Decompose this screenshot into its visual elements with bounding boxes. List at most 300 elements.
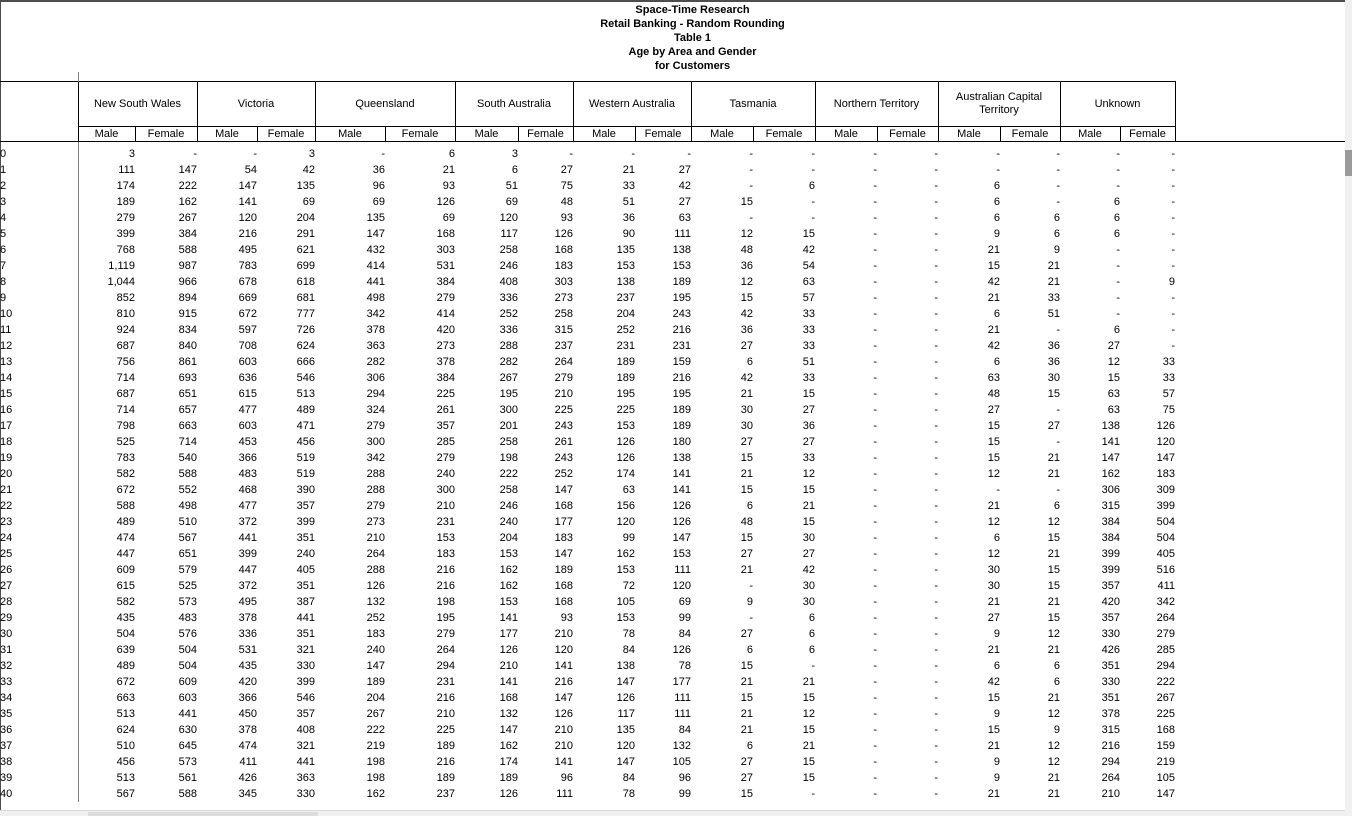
value-cell: 441 — [296, 756, 315, 768]
value-cell: 84 — [622, 772, 635, 784]
value-cell: - — [873, 324, 877, 336]
table-row — [0, 274, 1175, 290]
value-cell: - — [873, 660, 877, 672]
value-cell: 231 — [436, 516, 455, 528]
value-cell: 411 — [1157, 580, 1175, 592]
vertical-scrollbar-thumb[interactable] — [1345, 150, 1352, 176]
value-cell: 30 — [987, 580, 1000, 592]
value-cell: 474 — [116, 532, 135, 544]
value-cell: 477 — [238, 500, 257, 512]
value-cell: 21 — [802, 740, 815, 752]
value-cell: 42 — [987, 276, 1000, 288]
age-row-header: 20 — [0, 466, 78, 482]
value-cell: 21 — [987, 740, 1000, 752]
value-cell: 189 — [116, 196, 135, 208]
value-cell: 6 — [808, 180, 815, 192]
value-cell: 15 — [802, 516, 815, 528]
value-cell: - — [1116, 308, 1120, 320]
age-row-header: 22 — [0, 498, 78, 514]
title-line-2: Retail Banking - Random Rounding — [600, 18, 785, 30]
table-row — [0, 258, 1175, 274]
value-cell: 783 — [116, 452, 135, 464]
value-cell: - — [1056, 164, 1060, 176]
value-cell: 120 — [499, 212, 518, 224]
value-cell: 12 — [987, 548, 1000, 560]
value-cell: 441 — [366, 276, 385, 288]
value-cell: 51 — [622, 196, 635, 208]
value-cell: - — [934, 180, 938, 192]
value-cell: 120 — [554, 644, 573, 656]
value-cell: 36 — [740, 260, 753, 272]
value-cell: 411 — [239, 756, 257, 768]
value-cell: 21 — [987, 596, 1000, 608]
value-cell: 42 — [740, 372, 753, 384]
value-cell: 153 — [616, 612, 635, 624]
value-cell: 117 — [617, 708, 635, 720]
value-cell: 258 — [499, 436, 518, 448]
value-cell: 489 — [116, 660, 135, 672]
age-row-header: 17 — [0, 418, 78, 434]
value-cell: 84 — [678, 628, 691, 640]
value-cell: - — [934, 420, 938, 432]
value-cell: 3 — [308, 148, 315, 160]
value-cell: 12 — [1047, 516, 1060, 528]
value-cell: 54 — [802, 260, 815, 272]
value-cell: 726 — [296, 324, 315, 336]
value-cell: 345 — [238, 788, 257, 800]
value-cell: - — [811, 196, 815, 208]
value-cell: 183 — [554, 532, 573, 544]
value-cell: 147 — [616, 676, 635, 688]
table-row — [0, 674, 1175, 690]
value-cell: 120 — [672, 580, 691, 592]
value-cell: 267 — [1156, 692, 1175, 704]
value-cell: - — [934, 244, 938, 256]
value-cell: 576 — [178, 628, 197, 640]
value-cell: 126 — [499, 788, 518, 800]
value-cell: 21 — [1047, 452, 1060, 464]
gender-sub-header: Male — [938, 127, 1000, 142]
area-group-header: New South Wales — [78, 82, 197, 127]
value-cell: - — [873, 148, 877, 160]
value-cell: 147 — [1101, 452, 1120, 464]
age-row-header: 9 — [0, 290, 78, 306]
value-cell: 399 — [1156, 500, 1175, 512]
value-cell: 243 — [554, 452, 573, 464]
table-row — [0, 386, 1175, 402]
value-cell: 153 — [672, 260, 691, 272]
table-row — [0, 786, 1175, 802]
value-cell: - — [934, 532, 938, 544]
value-cell: 126 — [616, 436, 635, 448]
value-cell: 336 — [238, 628, 257, 640]
value-cell: 441 — [178, 708, 197, 720]
value-cell: 141 — [554, 756, 573, 768]
value-cell: - — [934, 228, 938, 240]
gender-sub-header: Male — [78, 127, 135, 142]
value-cell: 336 — [499, 324, 518, 336]
value-cell: 447 — [238, 564, 257, 576]
value-cell: 27 — [678, 196, 691, 208]
value-cell: 168 — [554, 500, 573, 512]
value-cell: 306 — [1101, 484, 1120, 496]
value-cell: 9 — [993, 708, 1000, 720]
value-cell: 21 — [740, 724, 753, 736]
value-cell: 42 — [802, 564, 815, 576]
value-cell: 378 — [1101, 708, 1120, 720]
value-cell: 147 — [238, 180, 257, 192]
value-cell: - — [873, 692, 877, 704]
value-cell: 210 — [499, 660, 518, 672]
value-cell: 435 — [116, 612, 135, 624]
value-cell: - — [934, 308, 938, 320]
value-cell: 99 — [622, 532, 635, 544]
value-cell: 147 — [616, 756, 635, 768]
value-cell: - — [1056, 404, 1060, 416]
value-cell: 12 — [1047, 756, 1060, 768]
value-cell: 183 — [366, 628, 385, 640]
value-cell: 138 — [616, 276, 635, 288]
value-cell: 447 — [116, 548, 135, 560]
value-cell: 351 — [1101, 692, 1120, 704]
value-cell: - — [1116, 292, 1120, 304]
value-cell: 240 — [436, 468, 455, 480]
value-cell: - — [934, 372, 938, 384]
age-row-header: 14 — [0, 370, 78, 386]
value-cell: 126 — [672, 516, 691, 528]
value-cell: 366 — [238, 452, 257, 464]
value-cell: 33 — [802, 372, 815, 384]
value-cell: 21 — [1047, 596, 1060, 608]
gender-sub-header: Female — [1000, 127, 1060, 142]
table-row — [0, 594, 1175, 610]
value-cell: 357 — [436, 420, 455, 432]
table-row — [0, 610, 1175, 626]
age-row-header: 40 — [0, 786, 78, 802]
area-group-header: Western Australia — [573, 82, 691, 127]
table-row — [0, 754, 1175, 770]
value-cell: 168 — [554, 244, 573, 256]
value-cell: 21 — [987, 244, 1000, 256]
value-cell: 153 — [616, 564, 635, 576]
value-cell: - — [811, 788, 815, 800]
value-cell: - — [811, 212, 815, 224]
table-row — [0, 498, 1175, 514]
header-underline-extension — [1175, 141, 1345, 142]
value-cell: 15 — [987, 436, 1000, 448]
value-cell: 483 — [238, 468, 257, 480]
value-cell: 15 — [740, 292, 753, 304]
value-cell: 27 — [1047, 420, 1060, 432]
value-cell: - — [934, 724, 938, 736]
value-cell: 51 — [1047, 308, 1060, 320]
table-row — [0, 450, 1175, 466]
age-row-header: 39 — [0, 770, 78, 786]
vertical-scrollbar[interactable] — [1345, 0, 1352, 816]
value-cell: 519 — [296, 452, 315, 464]
value-cell: - — [873, 340, 877, 352]
value-cell: 222 — [366, 724, 385, 736]
value-cell: 279 — [436, 452, 455, 464]
value-cell: 342 — [1156, 596, 1175, 608]
value-cell: 21 — [987, 644, 1000, 656]
value-cell: 21 — [1047, 548, 1060, 560]
value-cell: 15 — [740, 692, 753, 704]
value-cell: 21 — [442, 164, 455, 176]
table-row — [0, 226, 1175, 242]
value-cell: 120 — [616, 516, 635, 528]
value-cell: 126 — [436, 196, 455, 208]
value-cell: 36 — [372, 164, 385, 176]
value-cell: 147 — [366, 660, 385, 672]
value-cell: 63 — [987, 372, 1000, 384]
value-cell: 279 — [1156, 628, 1175, 640]
value-cell: 504 — [1156, 532, 1175, 544]
value-cell: 651 — [178, 548, 197, 560]
table-row — [0, 578, 1175, 594]
area-group-header: Queensland — [315, 82, 455, 127]
value-cell: 567 — [116, 788, 135, 800]
value-cell: 12 — [1047, 708, 1060, 720]
value-cell: 12 — [987, 516, 1000, 528]
age-row-header: 21 — [0, 482, 78, 498]
value-cell: 30 — [1047, 372, 1060, 384]
value-cell: - — [1171, 292, 1175, 304]
value-cell: 27 — [740, 756, 753, 768]
value-cell: - — [934, 692, 938, 704]
value-cell: 15 — [802, 756, 815, 768]
value-cell: - — [873, 676, 877, 688]
value-cell: - — [934, 772, 938, 784]
value-cell: 6 — [993, 532, 1000, 544]
age-row-header: 30 — [0, 626, 78, 642]
value-cell: 72 — [622, 580, 635, 592]
value-cell: 156 — [616, 500, 635, 512]
value-cell: 588 — [116, 500, 135, 512]
value-cell: 216 — [436, 564, 455, 576]
horizontal-scrollbar-thumb[interactable] — [88, 812, 318, 816]
value-cell: 15 — [1047, 532, 1060, 544]
value-cell: 42 — [987, 340, 1000, 352]
value-cell: - — [873, 260, 877, 272]
report-title-block — [0, 3, 1345, 73]
value-cell: - — [873, 628, 877, 640]
value-cell: 399 — [296, 516, 315, 528]
value-cell: - — [873, 228, 877, 240]
value-cell: 135 — [366, 212, 385, 224]
value-cell: 198 — [366, 756, 385, 768]
value-cell: - — [873, 516, 877, 528]
value-cell: 6 — [1113, 324, 1120, 336]
value-cell: 27 — [678, 164, 691, 176]
value-cell: 336 — [499, 292, 518, 304]
value-cell: 378 — [366, 324, 385, 336]
value-cell: 135 — [616, 724, 635, 736]
value-cell: 6 — [993, 180, 1000, 192]
value-cell: 147 — [499, 724, 518, 736]
value-cell: 33 — [1162, 356, 1175, 368]
value-cell: - — [873, 708, 877, 720]
value-cell: 9 — [993, 756, 1000, 768]
value-cell: - — [934, 548, 938, 560]
value-cell: 426 — [1101, 644, 1120, 656]
gender-sub-header: Female — [135, 127, 197, 142]
value-cell: 441 — [296, 612, 315, 624]
value-cell: 183 — [554, 260, 573, 272]
value-cell: 21 — [1047, 692, 1060, 704]
value-cell: 240 — [296, 548, 315, 560]
value-cell: - — [934, 484, 938, 496]
value-cell: 294 — [436, 660, 455, 672]
value-cell: 474 — [238, 740, 257, 752]
value-cell: 15 — [1047, 388, 1060, 400]
value-cell: - — [873, 244, 877, 256]
value-cell: 267 — [178, 212, 197, 224]
gender-sub-header: Male — [1060, 127, 1120, 142]
value-cell: 624 — [116, 724, 135, 736]
value-cell: 84 — [622, 644, 635, 656]
value-cell: 132 — [499, 708, 518, 720]
value-cell: 810 — [116, 308, 135, 320]
table-row — [0, 690, 1175, 706]
value-cell: 225 — [436, 724, 455, 736]
age-row-header: 3 — [0, 194, 78, 210]
value-cell: 21 — [740, 564, 753, 576]
value-cell: 351 — [296, 628, 315, 640]
value-cell: 126 — [616, 692, 635, 704]
value-cell: 15 — [802, 484, 815, 496]
value-cell: 987 — [178, 260, 197, 272]
value-cell: 210 — [554, 388, 573, 400]
value-cell: 330 — [1101, 628, 1120, 640]
value-cell: 714 — [178, 436, 197, 448]
area-group-header: South Australia — [455, 82, 573, 127]
value-cell: - — [749, 580, 753, 592]
value-cell: 489 — [296, 404, 315, 416]
value-cell: 300 — [366, 436, 385, 448]
value-cell: 126 — [672, 500, 691, 512]
value-cell: - — [873, 644, 877, 656]
value-cell: 687 — [116, 388, 135, 400]
value-cell: 237 — [554, 340, 573, 352]
value-cell: 687 — [116, 340, 135, 352]
value-cell: 243 — [672, 308, 691, 320]
area-group-header: Tasmania — [691, 82, 815, 127]
value-cell: 6 — [746, 500, 753, 512]
value-cell: 21 — [1047, 468, 1060, 480]
value-cell: - — [934, 468, 938, 480]
value-cell: 147 — [554, 692, 573, 704]
value-cell: 204 — [499, 532, 518, 544]
value-cell: 189 — [554, 564, 573, 576]
value-cell: 111 — [556, 788, 573, 800]
value-cell: - — [253, 148, 257, 160]
value-cell: 57 — [802, 292, 815, 304]
value-cell: 222 — [499, 468, 518, 480]
value-cell: 33 — [802, 452, 815, 464]
age-row-header: 5 — [0, 226, 78, 242]
value-cell: 210 — [436, 708, 455, 720]
age-row-header: 12 — [0, 338, 78, 354]
value-cell: 672 — [116, 484, 135, 496]
table-row — [0, 626, 1175, 642]
value-cell: 33 — [1162, 372, 1175, 384]
value-cell: 21 — [1047, 260, 1060, 272]
value-cell: - — [934, 324, 938, 336]
value-cell: 258 — [499, 484, 518, 496]
age-row-header: 0 — [0, 142, 78, 163]
value-cell: 399 — [238, 548, 257, 560]
value-cell: 282 — [499, 356, 518, 368]
value-cell: 708 — [238, 340, 257, 352]
value-cell: 30 — [802, 532, 815, 544]
value-cell: - — [873, 724, 877, 736]
value-cell: - — [873, 196, 877, 208]
value-cell: - — [934, 356, 938, 368]
age-row-header: 13 — [0, 354, 78, 370]
value-cell: 90 — [622, 228, 635, 240]
value-cell: 588 — [178, 244, 197, 256]
table-row — [0, 162, 1175, 178]
value-cell: 78 — [678, 660, 691, 672]
value-cell: 126 — [366, 580, 385, 592]
value-cell: 966 — [178, 276, 197, 288]
value-cell: 285 — [436, 436, 455, 448]
value-cell: - — [811, 660, 815, 672]
value-cell: 222 — [1156, 676, 1175, 688]
value-cell: 615 — [116, 580, 135, 592]
value-cell: 288 — [499, 340, 518, 352]
value-cell: 6 — [1053, 660, 1060, 672]
value-cell: 6 — [993, 660, 1000, 672]
value-cell: 189 — [672, 404, 691, 416]
value-cell: 273 — [366, 516, 385, 528]
value-cell: 597 — [238, 324, 257, 336]
value-cell: 351 — [296, 580, 315, 592]
value-cell: - — [1056, 436, 1060, 448]
value-cell: 168 — [1156, 724, 1175, 736]
value-cell: - — [381, 148, 385, 160]
value-cell: 681 — [296, 292, 315, 304]
value-cell: 852 — [116, 292, 135, 304]
value-cell: 153 — [616, 420, 635, 432]
value-cell: 579 — [178, 564, 197, 576]
gender-sub-header: Female — [385, 127, 455, 142]
value-cell: 216 — [672, 324, 691, 336]
value-cell: - — [873, 788, 877, 800]
value-cell: 51 — [802, 356, 815, 368]
value-cell: 279 — [116, 212, 135, 224]
value-cell: 138 — [1101, 420, 1120, 432]
value-cell: 237 — [436, 788, 455, 800]
value-cell: 63 — [622, 484, 635, 496]
value-cell: 15 — [987, 692, 1000, 704]
age-row-header: 34 — [0, 690, 78, 706]
value-cell: 378 — [238, 612, 257, 624]
value-cell: 264 — [436, 644, 455, 656]
value-cell: 93 — [560, 212, 573, 224]
value-cell: 174 — [616, 468, 635, 480]
value-cell: - — [873, 484, 877, 496]
value-cell: - — [569, 148, 573, 160]
value-cell: 141 — [499, 676, 518, 688]
value-cell: - — [934, 596, 938, 608]
value-cell: 63 — [678, 212, 691, 224]
value-cell: 27 — [560, 164, 573, 176]
gender-sub-header: Female — [877, 127, 938, 142]
value-cell: 141 — [672, 468, 691, 480]
horizontal-scrollbar[interactable] — [0, 810, 1345, 816]
